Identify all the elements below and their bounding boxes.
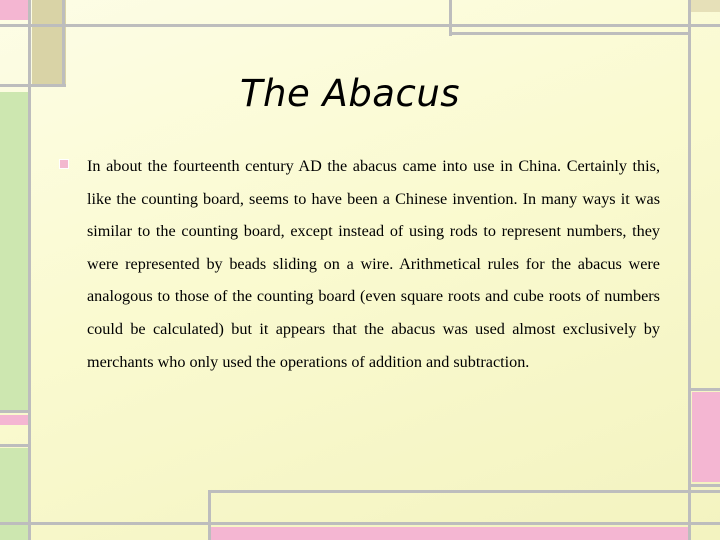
slide-title: The Abacus — [239, 72, 461, 115]
frame-line — [0, 410, 30, 413]
left-pink-stripe — [0, 415, 30, 425]
frame-line — [0, 444, 30, 447]
bottom-green-block — [0, 448, 28, 540]
bottom-pink-block — [210, 527, 690, 540]
frame-line — [690, 388, 720, 391]
right-pink-block — [692, 392, 720, 482]
slide-body-text: In about the fourteenth century AD the abacus came into use in China. Certainly this, like the counting board, seems to have been a Chinese invention. In many ways it was similar to the counting board, except instead of using rods to represent numbers, they were represented by beads sliding on a wire. Arithmetical rules for the abacus were analogous to those of the counting board (even square roots and cube roots of numbers could be calculated) but it appears that the abacus was used almost exclusively by merchants who only used the operations of addition and subtraction. — [87, 157, 660, 371]
top-left-green-block — [0, 92, 28, 412]
right-tan-stripe — [690, 0, 720, 12]
frame-line — [208, 490, 720, 493]
frame-line — [449, 0, 452, 36]
frame-line — [690, 484, 720, 487]
bullet-marker — [59, 159, 69, 169]
frame-line — [0, 522, 720, 525]
frame-line — [0, 24, 720, 27]
frame-line — [208, 490, 211, 540]
frame-line — [449, 32, 691, 35]
top-left-pink-block — [0, 0, 30, 20]
